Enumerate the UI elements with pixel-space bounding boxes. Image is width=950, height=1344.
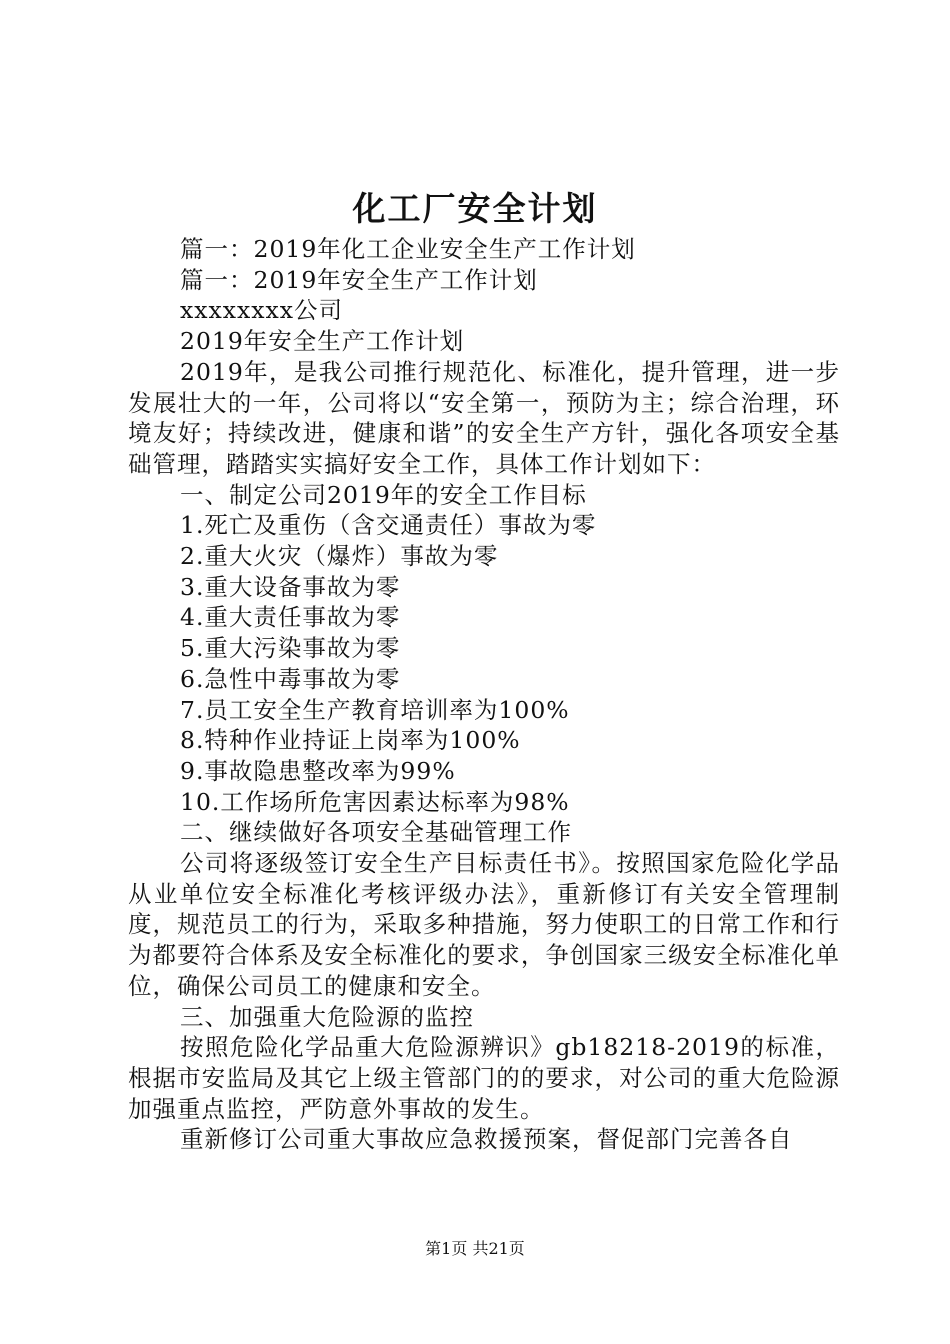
section-heading: 二、继续做好各项安全基础管理工作 [180,818,572,847]
section-heading: 一、制定公司2019年的安全工作目标 [180,480,587,509]
paragraph: 重新修订公司重大事故应急救援预案，督促部门完善各自 [180,1125,793,1154]
list-item: 9.事故隐患整改率为99% [180,756,456,785]
list-item: 1.死亡及重伤（含交通责任）事故为零 [180,511,597,540]
paragraph: 篇一：2019年化工企业安全生产工作计划 [180,235,636,263]
paragraph: xxxxxxxx公司 [180,296,344,325]
list-item: 3.重大设备事故为零 [180,572,401,601]
document-body [128,234,840,1155]
paragraph: 公司将逐级签订安全生产目标责任书》。按照国家危险化学品从业单位安全标准化考核评级办法》，重新修订有关安全管理制度，规范员工的行为，采取多种措施，努力使职工的日常工作和行为都要符合体系及安全标准化的要求，争创国家三级安全标准化单位，确保公司员工的健康和安全。 [128,849,840,1000]
paragraph: 按照危险化学品重大危险源辨识》gb18218-2019的标准，根据市安监局及其它上级主管部门的的要求，对公司的重大危险源加强重点监控，严防意外事故的发生。 [128,1033,840,1123]
list-item: 2.重大火灾（爆炸）事故为零 [180,542,499,571]
section-heading: 三、加强重大危险源的监控 [180,1002,474,1031]
paragraph: 篇一：2019年安全生产工作计划 [180,265,538,294]
list-item: 6.急性中毒事故为零 [180,664,401,693]
paragraph: 2019年，是我公司推行规范化、标准化，提升管理，进一步发展壮大的一年，公司将以“安全第一，预防为主；综合治理，环境友好；持续改进，健康和谐”的安全生产方针，强化各项安全基础管理，踏踏实实搞好安全工作，具体工作计划如下： [128,357,840,478]
list-item: 8.特种作业持证上岗率为100% [180,726,521,755]
list-item: 7.员工安全生产教育培训率为100% [180,695,570,724]
list-item: 5.重大污染事故为零 [180,634,401,663]
list-item: 10.工作场所危害因素达标率为98% [180,787,570,816]
paragraph: 2019年安全生产工作计划 [180,327,465,356]
page-footer: 第1页 共21页 [425,1239,525,1258]
document-title: 化工厂安全计划 [352,189,598,228]
list-item: 4.重大责任事故为零 [180,603,401,632]
